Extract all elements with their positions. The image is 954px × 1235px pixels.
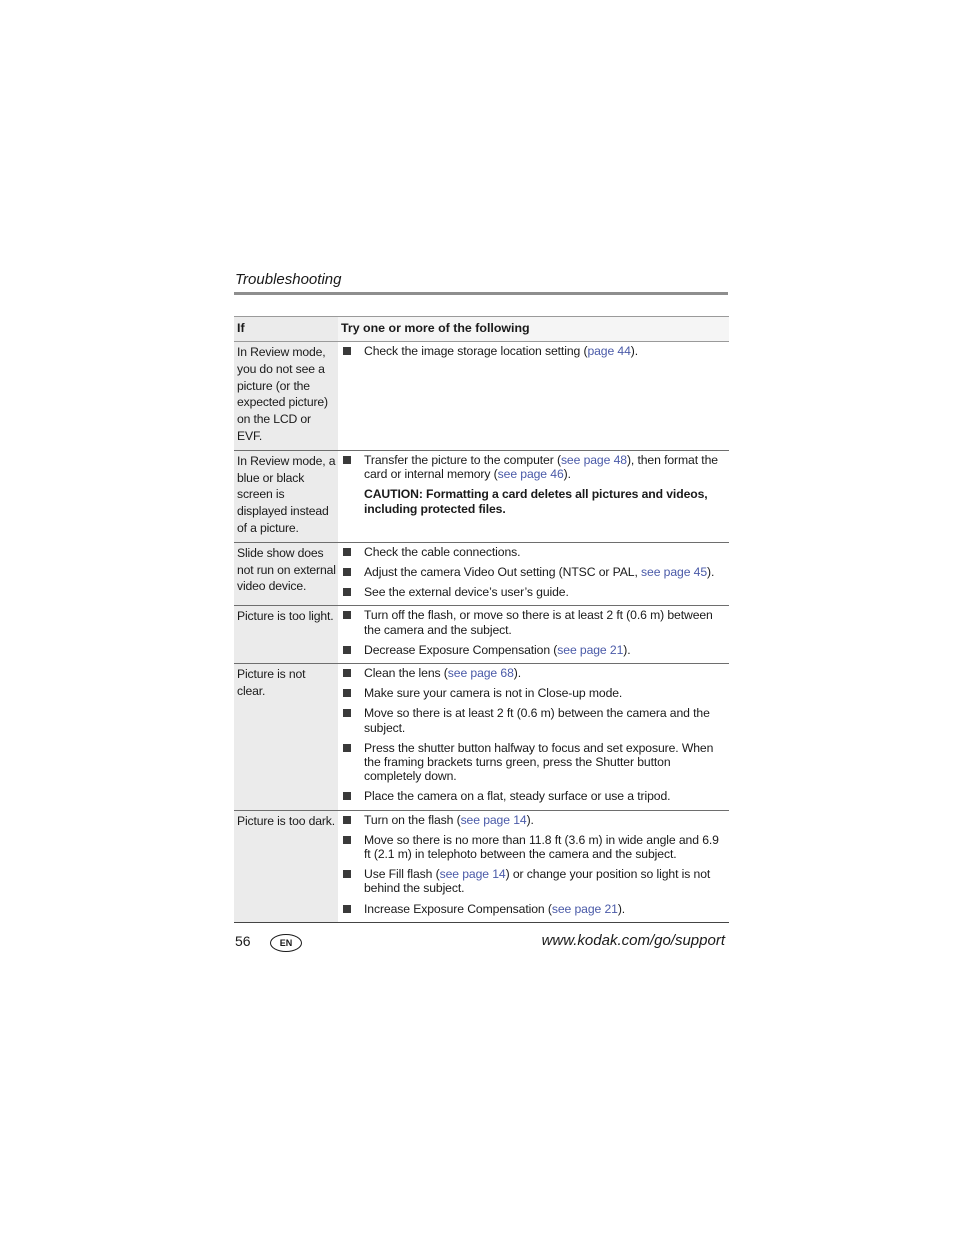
- table-row: [234, 663, 729, 810]
- page-link[interactable]: page 44: [587, 344, 631, 358]
- page-link[interactable]: see page 21: [557, 642, 624, 657]
- page-link[interactable]: see page 21: [551, 901, 618, 916]
- bullet-square-icon: [343, 870, 351, 878]
- table-row: [234, 450, 729, 542]
- list-item: Adjust the camera Video Out setting (NTSC or PAL, see page 45).: [342, 565, 725, 579]
- bullet-square-icon: [343, 347, 351, 355]
- list-item: Make sure your camera is not in Close-up mode.: [342, 686, 725, 700]
- solution-cell: [338, 450, 729, 542]
- condition-cell: In Review mode, a blue or black screen is displayed instead of a picture.: [234, 450, 338, 542]
- list-item: Use Fill flash (see page 14) or change your position so light is not behind the subject.: [342, 867, 725, 895]
- solution-cell: [338, 342, 729, 451]
- page-link[interactable]: see page 14: [439, 867, 506, 882]
- list-item: Press the shutter button halfway to focus and set exposure. When the framing brackets turns green, press the Shutter button completely down.: [342, 741, 725, 784]
- page-link[interactable]: see page 46: [497, 466, 564, 481]
- support-url[interactable]: www.kodak.com/go/support: [541, 932, 725, 949]
- table-row: [234, 606, 729, 664]
- bullet-square-icon: [343, 669, 351, 677]
- condition-cell: Picture is too light.: [234, 606, 338, 664]
- table-header-row: [234, 317, 729, 342]
- list-item: Check the image storage location setting (page 44).: [342, 344, 725, 358]
- list-item: Decrease Exposure Compensation (see page 21).: [342, 643, 725, 657]
- page-link[interactable]: see page 48: [560, 452, 627, 467]
- list-item: See the external device’s user’s guide.: [342, 585, 725, 599]
- bullet-square-icon: [343, 568, 351, 576]
- header-rule: [234, 292, 728, 295]
- bullet-square-icon: [343, 816, 351, 824]
- troubleshooting-table: [234, 316, 729, 923]
- list-item: Place the camera on a flat, steady surface or use a tripod.: [342, 789, 725, 803]
- page-link[interactable]: see page 14: [460, 812, 527, 827]
- list-item: Check the cable connections.: [342, 545, 725, 559]
- bullet-square-icon: [343, 905, 351, 913]
- bullet-square-icon: [343, 456, 351, 464]
- bullet-square-icon: [343, 709, 351, 717]
- list-item: Move so there is no more than 11.8 ft (3.6 m) in wide angle and 6.9 ft (2.1 m) in telephoto between the camera and the subject.: [342, 833, 725, 861]
- list-item: Turn on the flash (see page 14).: [342, 813, 725, 827]
- table-row: [234, 810, 729, 922]
- solution-cell: [338, 542, 729, 606]
- section-title: Troubleshooting: [235, 271, 342, 288]
- solution-cell: [338, 606, 729, 664]
- bullet-square-icon: [343, 588, 351, 596]
- solution-cell: [338, 810, 729, 922]
- list-item: Move so there is at least 2 ft (0.6 m) between the camera and the subject.: [342, 706, 725, 734]
- bullet-square-icon: [343, 548, 351, 556]
- language-badge: EN: [270, 934, 302, 952]
- table-row: [234, 542, 729, 606]
- condition-cell: In Review mode, you do not see a picture (or the expected picture) on the LCD or EVF.: [234, 342, 338, 451]
- bullet-square-icon: [343, 792, 351, 800]
- page-number: 56: [235, 933, 251, 949]
- bullet-square-icon: [343, 744, 351, 752]
- bullet-square-icon: [343, 689, 351, 697]
- condition-cell: Picture is too dark.: [234, 810, 338, 922]
- list-item: Increase Exposure Compensation (see page 21).: [342, 902, 725, 916]
- page-link[interactable]: see page 68: [447, 665, 514, 680]
- condition-cell: Slide show does not run on external video device.: [234, 542, 338, 606]
- bullet-square-icon: [343, 611, 351, 619]
- list-item: Transfer the picture to the computer (see page 48), then format the card or internal memory (see page 46).: [342, 453, 725, 481]
- bullet-square-icon: [343, 646, 351, 654]
- bullet-square-icon: [343, 836, 351, 844]
- column-header-if: If: [234, 317, 338, 342]
- condition-cell: Picture is not clear.: [234, 663, 338, 810]
- list-item: Clean the lens (see page 68).: [342, 666, 725, 680]
- table-row: [234, 342, 729, 451]
- list-item: Turn off the flash, or move so there is at least 2 ft (0.6 m) between the camera and the subject.: [342, 608, 725, 636]
- column-header-try: Try one or more of the following: [338, 317, 729, 342]
- page-link[interactable]: see page 45: [641, 564, 708, 579]
- caution-note: CAUTION: Formatting a card deletes all pictures and videos, including protected files.: [364, 487, 708, 516]
- solution-cell: [338, 663, 729, 810]
